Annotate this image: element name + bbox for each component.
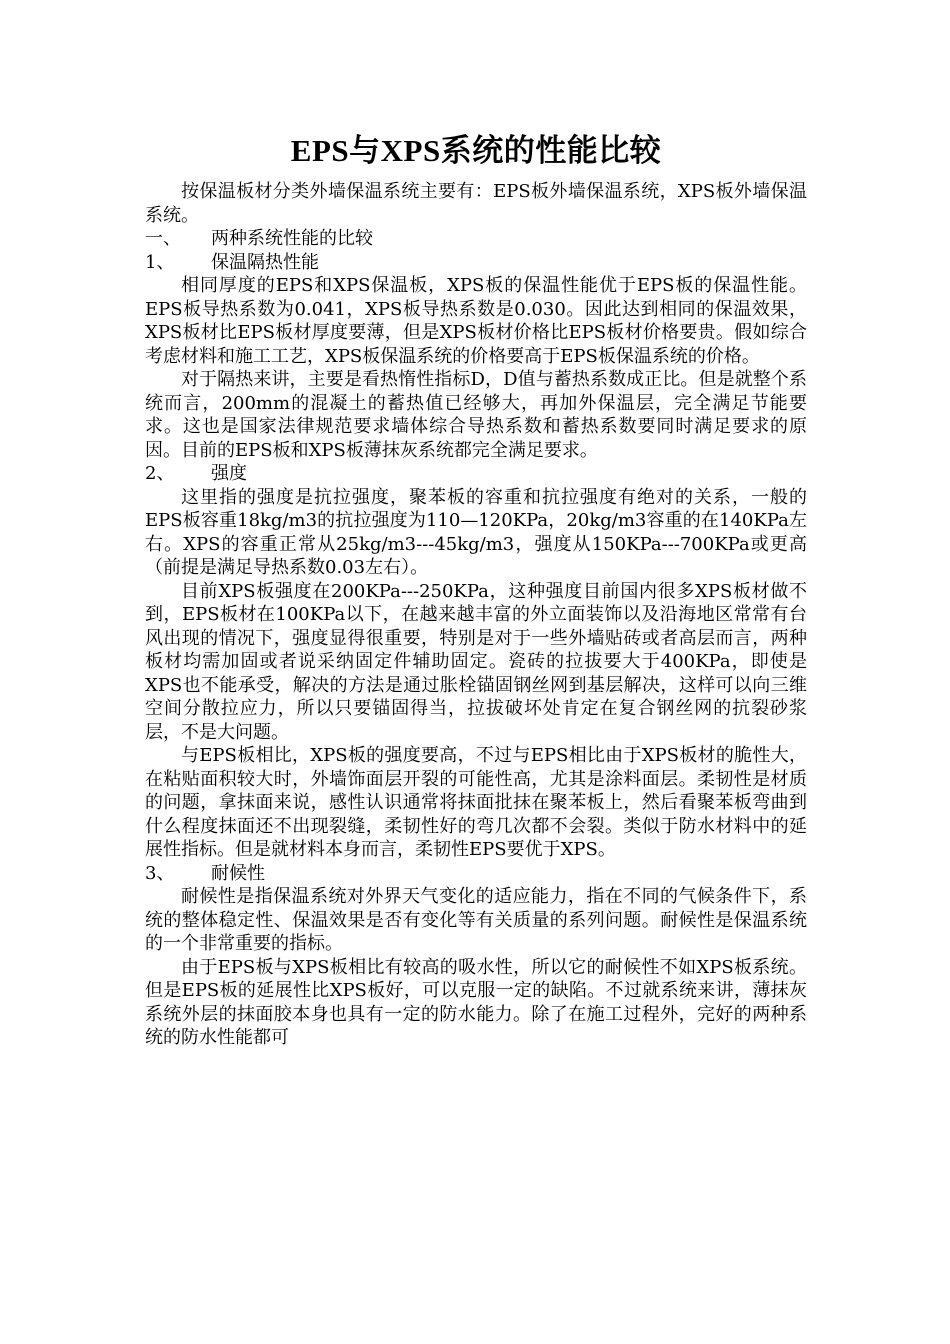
subsection-heading-weather-resistance	[145, 862, 807, 886]
document-title: EPS与XPS系统的性能比较	[290, 133, 662, 168]
subsection-label: 保温隔热性能	[211, 251, 319, 273]
subsection-number: 2、	[145, 463, 175, 484]
subsection-number: 1、	[145, 251, 175, 273]
paragraph: 由于EPS板与XPS板相比有较高的吸水性，所以它的耐候性不如XPS板系统。但是EPS板的延展性比XPS板好，可以克服一定的缺陷。不过就系统来讲，薄抹灰系统外层的抹面胶本身也具有一定的防水能力。除了在施工过程外，完好的两种系统的防水性能都可	[145, 956, 807, 1048]
paragraph: 这里指的强度是抗拉强度，聚苯板的容重和抗拉强度有绝对的关系，一般的EPS板容重18kg/m3的抗拉强度为110—120KPa，20kg/m3容重的在140KPa左右。XPS的容重正常从25kg/m3---45kg/m3，强度从150KPa---700KPa或更高（前提是满足导热系数0.03左右）。	[145, 486, 807, 578]
paragraph: 对于隔热来讲，主要是看热惰性指标D，D值与蓄热系数成正比。但是就整个系统而言，200mm的混凝土的蓄热值已经够大，再加外保温层，完全满足节能要求。这也是国家法律规范要求墙体综合导热系数和蓄热系数要同时满足要求的原因。目前的EPS板和XPS板薄抹灰系统都完全满足要求。	[145, 369, 807, 461]
document-body	[145, 128, 807, 1050]
subsection-heading-strength	[145, 462, 807, 486]
paragraph: 目前XPS板强度在200KPa---250KPa，这种强度目前国内很多XPS板材做不到，EPS板材在100KPa以下，在越来越丰富的外立面装饰以及沿海地区常常有台风出现的情况下，强度显得很重要，特别是对于一些外墙贴砖或者高层而言，两种板材均需加固或者说采纳固定件辅助固定。瓷砖的拉拔要大于400KPa，即使是XPS也不能承受，解决的方法是通过胀栓锚固钢丝网到基层解决，这样可以向三维空间分散拉应力，所以只要锚固得当，拉拔破坏处肯定在复合钢丝网的抗裂砂浆层，不是大问题。	[145, 580, 807, 743]
paragraph: 耐候性是指保温系统对外界天气变化的适应能力，指在不同的气候条件下，系统的整体稳定性、保温效果是否有变化等有关质量的系列问题。耐候性是保温系统的一个非常重要的指标。	[145, 886, 807, 954]
intro-paragraph: 按保温板材分类外墙保温系统主要有：EPS板外墙保温系统，XPS板外墙保温系统。	[145, 181, 807, 226]
paragraph: 相同厚度的EPS和XPS保温板，XPS板的保温性能优于EPS板的保温性能。EPS板导热系数为0.041，XPS板导热系数是0.030。因此达到相同的保温效果，XPS板材比EPS板材厚度要薄，但是XPS板材价格比EPS板材价格要贵。假如综合考虑材料和施工工艺，XPS板保温系统的价格要高于EPS板保温系统的价格。	[145, 275, 807, 367]
section-number: 一、	[145, 228, 181, 249]
subsection-number: 3、	[145, 862, 175, 884]
subsection-label: 耐候性	[211, 862, 265, 884]
subsection-label: 强度	[211, 463, 247, 484]
section-label: 两种系统性能的比较	[211, 228, 373, 249]
subsection-heading-insulation	[145, 251, 807, 275]
section-heading	[145, 227, 807, 251]
paragraph: 与EPS板相比，XPS板的强度要高，不过与EPS相比由于XPS板材的脆性大，在粘贴面积较大时，外墙饰面层开裂的可能性高，尤其是涂料面层。柔韧性是材质的问题，拿抹面来说，感性认识通常将抹面批抹在聚苯板上，然后看聚苯板弯曲到什么程度抹面还不出现裂缝，柔韧性好的弯几次都不会裂。类似于防水材料中的延展性指标。但是就材料本身而言，柔韧性EPS要优于XPS。	[145, 745, 807, 860]
